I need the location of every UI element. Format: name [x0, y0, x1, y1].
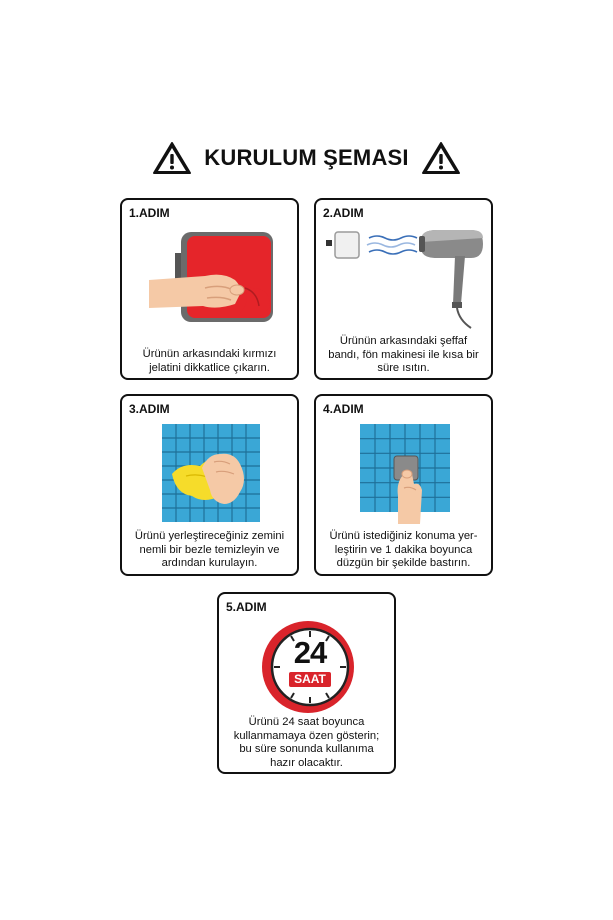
description-line: hazır olacaktır. — [270, 756, 343, 769]
step-label: 5.ADIM — [226, 600, 267, 614]
step-card-1 — [120, 198, 299, 380]
step-description — [322, 530, 485, 571]
title-row — [0, 140, 613, 176]
clock-unit: SAAT — [294, 672, 326, 686]
description-line: jelatini dikkatlice çıkarın. — [149, 361, 270, 374]
description-line: Ürünü 24 saat boyunca — [248, 716, 365, 728]
description-line: leştirin ve 1 dakika boyunca — [334, 543, 473, 556]
page-title: KURULUM ŞEMASI — [204, 145, 409, 170]
step-description — [322, 335, 485, 376]
step-card-4 — [314, 394, 493, 576]
description-line: nemli bir bezle temizleyin ve — [139, 543, 280, 556]
description-line: bu süre sonunda kullanıma — [239, 743, 374, 756]
description-line: düzgün bir şekilde bastırın. — [336, 557, 471, 570]
clock-number: 24 — [293, 635, 327, 670]
description-line: Ürünün arkasındaki şeffaf — [339, 335, 468, 347]
peel-film-illustration — [147, 228, 277, 328]
description-line: Ürünün arkasındaki kırmızı — [142, 348, 277, 360]
description-line: ardından kurulayın. — [161, 557, 258, 570]
step-label: 1.ADIM — [129, 206, 170, 220]
description-line: Ürünü istediğiniz konuma yer- — [329, 530, 478, 542]
step-card-3 — [120, 394, 299, 576]
step-label: 4.ADIM — [323, 402, 364, 416]
step-description — [225, 716, 388, 770]
warning-icon — [421, 141, 461, 175]
hair-dryer-illustration — [321, 224, 491, 334]
step-description — [128, 348, 291, 375]
press-on-tiles-illustration — [360, 424, 450, 524]
description-line: Ürünü yerleştireceğiniz zemini — [134, 530, 285, 542]
step-description — [128, 530, 291, 571]
warning-icon — [152, 141, 192, 175]
step-label: 2.ADIM — [323, 206, 364, 220]
step-card-5 — [217, 592, 396, 774]
step-card-2 — [314, 198, 493, 380]
step-label: 3.ADIM — [129, 402, 170, 416]
description-line: bandı, fön makinesi ile kısa bir — [328, 348, 479, 361]
wipe-tiles-illustration — [162, 424, 260, 522]
clock-24-icon — [261, 620, 355, 714]
description-line: kullanmamaya özen gösterin; — [233, 729, 380, 742]
description-line: süre ısıtın. — [377, 362, 430, 375]
